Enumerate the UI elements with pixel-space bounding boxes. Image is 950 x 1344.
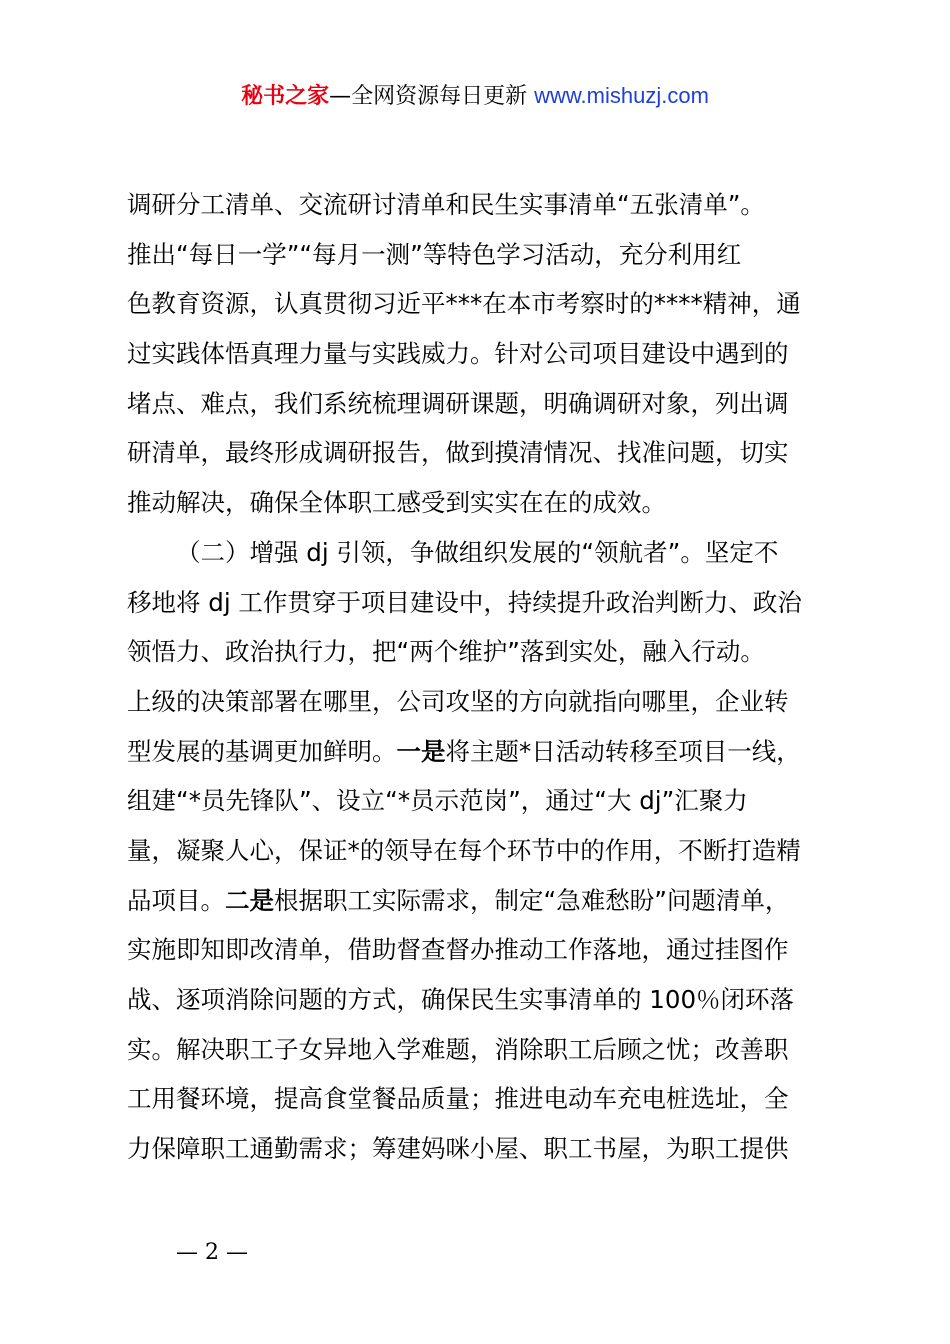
site-tagline: —全网资源每日更新 bbox=[329, 84, 535, 109]
text-line bbox=[127, 727, 835, 777]
text-line: 领悟力、政治执行力，把“两个维护”落到实处，融入行动。 bbox=[127, 637, 765, 667]
text-line: 工用餐环境，提高食堂餐品质量；推进电动车充电桩选址，全 bbox=[127, 1084, 789, 1114]
site-header bbox=[0, 79, 950, 114]
text-line: 调研分工清单、交流研讨清单和民生实事清单“五张清单”。 bbox=[127, 190, 765, 219]
line-text: 将主题*日活动转移至项目一线， bbox=[445, 736, 801, 766]
section-heading-line: （二）增强 dj 引领，争做组织发展的“领航者”。坚定不 bbox=[176, 537, 779, 567]
site-url-link[interactable]: www.mishuzj.com bbox=[534, 83, 709, 108]
text-line: 量，凝聚人心，保证*的领导在每个环节中的作用，不断打造精 bbox=[127, 835, 801, 865]
text-line: 色教育资源，认真贯彻习近平***在本市考察时的****精神，通 bbox=[127, 289, 801, 319]
text-line: 实施即知即改清单，借助督查督办推动工作落地，通过挂图作 bbox=[127, 935, 789, 965]
text-line: 堵点、难点，我们系统梳理调研课题，明确调研对象，列出调 bbox=[127, 388, 789, 418]
site-brand: 秘书之家 bbox=[241, 84, 330, 109]
document-body bbox=[127, 180, 835, 1174]
text-line: 组建“*员先锋队”、设立“*员示范岗”，通过“大 dj”汇聚力 bbox=[127, 786, 748, 816]
point-two-label: 二是 bbox=[225, 885, 274, 915]
line-text: 型发展的基调更加鲜明。 bbox=[127, 736, 397, 766]
text-line: 过实践体悟真理力量与实践威力。针对公司项目建设中遇到的 bbox=[127, 339, 789, 369]
text-line: 推出“每日一学”“每月一测”等特色学习活动，充分利用红 bbox=[127, 239, 742, 269]
page-number: — 2 — bbox=[176, 1240, 248, 1265]
line-text: 品项目。 bbox=[127, 885, 225, 915]
point-one-label: 一是 bbox=[396, 736, 446, 766]
line-text: 根据职工实际需求，制定“急难愁盼”问题清单， bbox=[274, 885, 790, 915]
text-line: 推动解决，确保全体职工感受到实实在在的成效。 bbox=[127, 488, 666, 518]
text-line: 实。解决职工子女异地入学难题，消除职工后顾之忧；改善职 bbox=[127, 1034, 789, 1064]
text-line: 研清单，最终形成调研报告，做到摸清情况、找准问题，切实 bbox=[127, 438, 789, 468]
text-line: 移地将 dj 工作贯穿于项目建设中，持续提升政治判断力、政治 bbox=[127, 587, 802, 617]
text-line: 战、逐项消除问题的方式，确保民生实事清单的 100％闭环落 bbox=[127, 985, 795, 1014]
text-line: 上级的决策部署在哪里，公司攻坚的方向就指向哪里，企业转 bbox=[127, 686, 789, 716]
text-line bbox=[127, 876, 835, 926]
text-line: 力保障职工通勤需求；筹建妈咪小屋、职工书屋，为职工提供 bbox=[127, 1134, 789, 1164]
